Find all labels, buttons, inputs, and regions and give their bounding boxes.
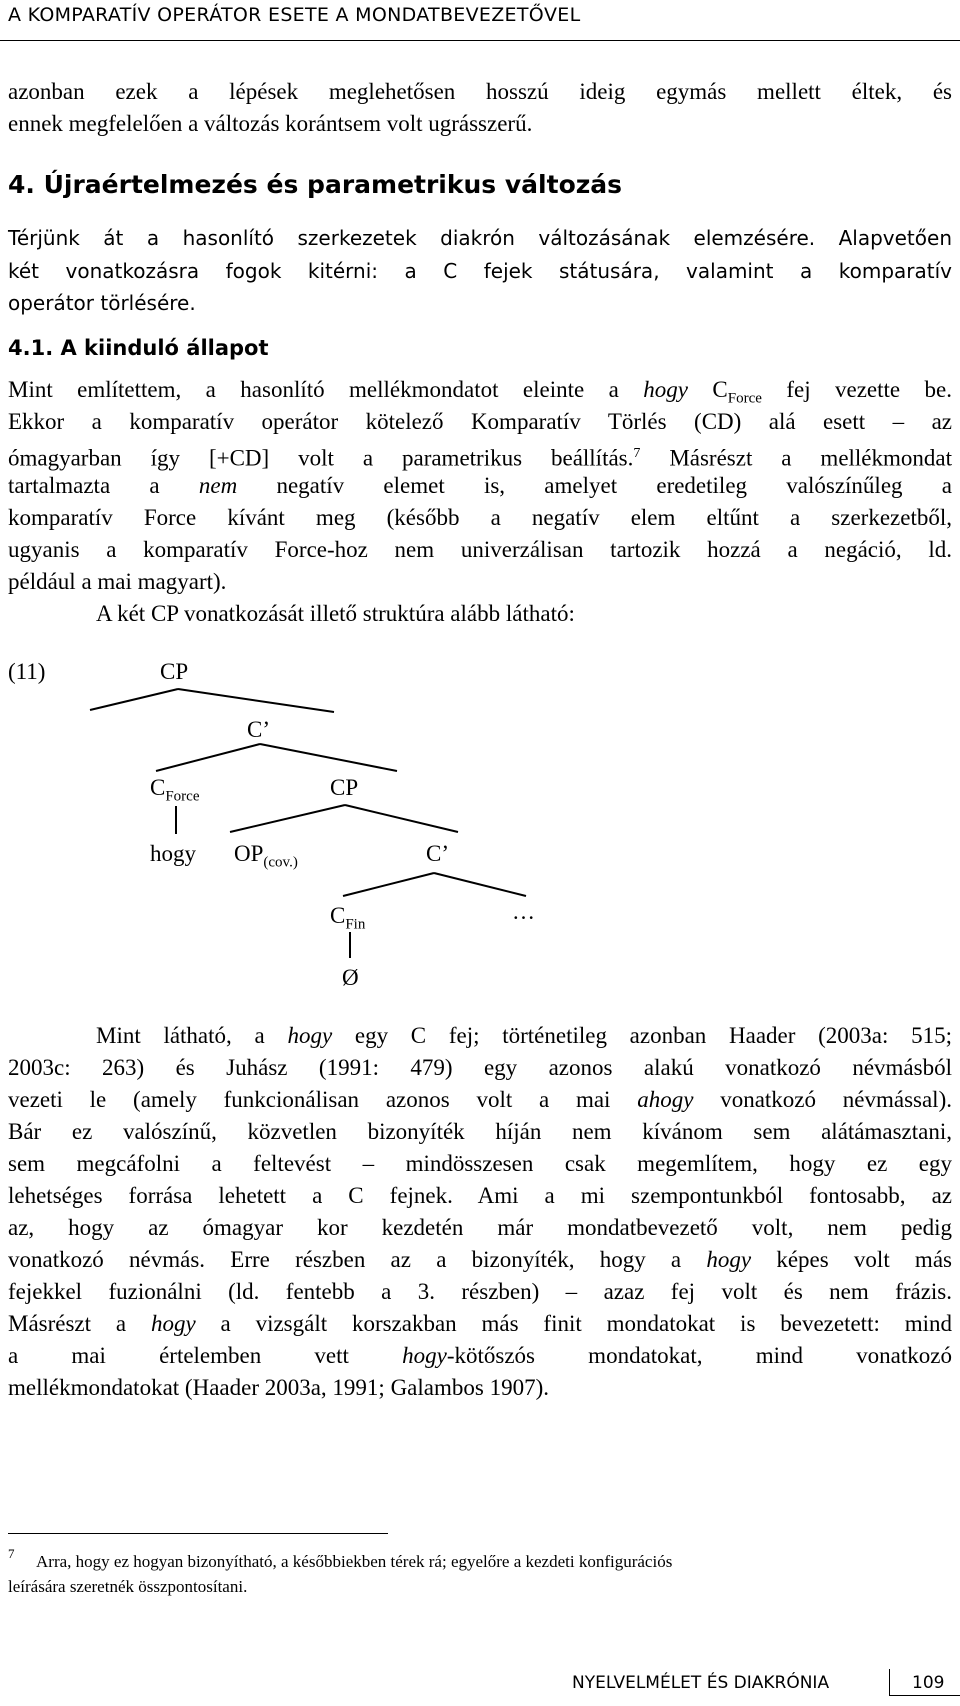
body-line: lehetséges forrása lehetett a C fejnek. Ami a mi szempontunkból fontosabb, az bbox=[8, 1183, 952, 1208]
page-number: 109 bbox=[912, 1673, 945, 1693]
body-line: például a mai magyart). bbox=[8, 569, 227, 594]
running-header: A KOMPARATÍV OPERÁTOR ESETE A MONDATBEVEZETŐVEL bbox=[8, 4, 581, 26]
text: a mai értelemben vett bbox=[8, 1343, 403, 1368]
body-line: 2003c: 263) és Juhász (1991: 479) egy azonos alakú vonatkozó névmásból bbox=[8, 1055, 952, 1080]
tree-node-cbar: C’ bbox=[247, 717, 270, 742]
footnote-line: leírására szeretnék összpontosítani. bbox=[8, 1577, 248, 1596]
subsection-heading: 4.1. A kiinduló állapot bbox=[8, 336, 269, 360]
text: C bbox=[687, 377, 728, 402]
branch-line bbox=[343, 873, 434, 896]
footnote-line: Arra, hogy ez hogyan bizonyítható, a későbbiekben térek rá; egyelőre a kezdeti konfigurációs bbox=[36, 1552, 673, 1571]
tree-node-cp-inner: CP bbox=[330, 775, 359, 800]
branch-line bbox=[156, 744, 260, 771]
tree-leaf-empty: Ø bbox=[342, 965, 359, 990]
body-line: sem megcáfolni a feltevést – mindösszesen csak megemlítem, hogy ez egy bbox=[8, 1151, 952, 1176]
footnote-rule bbox=[8, 1533, 388, 1534]
footnote-number: 7 bbox=[8, 1546, 15, 1561]
branch-line bbox=[230, 805, 345, 832]
footer-separator bbox=[889, 1669, 890, 1695]
text: egy C fej; történetileg azonban Haader (2003a: 515; bbox=[332, 1023, 952, 1048]
body-line: Bár ez valószínű, közvetlen bizonyíték híján nem kívánom sem alátámasztani, bbox=[8, 1119, 952, 1144]
branch-line bbox=[260, 744, 397, 771]
tree-leaf-hogy: hogy bbox=[150, 841, 196, 866]
body-line: Ekkor a komparatív operátor kötelező Komparatív Törlés (CD) alá esett – az bbox=[8, 409, 952, 434]
text: negatív elemet is, amelyet eredetileg valószínűleg a bbox=[237, 473, 952, 498]
body-line: mellékmondatokat (Haader 2003a, 1991; Galambos 1907). bbox=[8, 1375, 549, 1400]
label: C bbox=[150, 775, 166, 800]
text: Mint látható, a bbox=[96, 1023, 288, 1048]
body-line: komparatív Force kívánt meg (később a negatív elem eltűnt a szerkezetből, bbox=[8, 505, 952, 530]
footer-underline bbox=[889, 1695, 960, 1696]
text: Másrészt a mellékmondat bbox=[640, 445, 952, 471]
text: Másrészt a bbox=[8, 1311, 151, 1336]
body-line: operátor törlésére. bbox=[8, 291, 196, 315]
body-line: Térjünk át a hasonlító szerkezetek diakrón változásának elemzésére. Alapvetően bbox=[8, 226, 952, 250]
italic-term: hogy bbox=[150, 1311, 196, 1336]
branch-line bbox=[434, 873, 526, 896]
italic-term: hogy bbox=[706, 1247, 752, 1272]
subscript: Force bbox=[165, 788, 200, 805]
tree-node-cbar-2: C’ bbox=[426, 841, 449, 866]
text: képes volt más bbox=[751, 1247, 952, 1272]
tree-node-cp: CP bbox=[160, 659, 189, 684]
footer-journal-title: NYELVELMÉLET ÉS DIAKRÓNIA bbox=[572, 1673, 830, 1693]
text: Mint említettem, a hasonlító mellékmondatot eleinte a bbox=[8, 377, 644, 402]
body-line bbox=[8, 1308, 952, 1340]
body-line: ennek megfelelően a változás korántsem volt ugrásszerű. bbox=[8, 111, 533, 136]
text: vonatkozó névmással). bbox=[693, 1087, 952, 1112]
subscript: Force bbox=[727, 390, 762, 407]
footnote-ref[interactable]: 7 bbox=[633, 446, 641, 461]
italic-term: hogy bbox=[287, 1023, 333, 1048]
body-line: ugyanis a komparatív Force-hoz nem univerzálisan tartozik hozzá a negáció, ld. bbox=[8, 537, 952, 562]
body-line: fejekkel fuzionálni (ld. fentebb a 3. részben) – azaz fej volt és nem frázis. bbox=[8, 1279, 952, 1304]
text: fej vezette be. bbox=[761, 377, 952, 402]
text: vezeti le (amely funkcionálisan azonos volt a mai bbox=[8, 1087, 638, 1112]
body-line bbox=[8, 1020, 952, 1052]
tree-node-ellipsis: … bbox=[512, 899, 535, 924]
branch-line bbox=[178, 689, 334, 712]
text: tartalmazta a bbox=[8, 473, 199, 498]
section-heading: 4. Újraértelmezés és parametrikus változás bbox=[8, 170, 623, 199]
text: ómagyarban így [+CD] volt a parametrikus beállítás. bbox=[8, 445, 634, 471]
label: C bbox=[330, 903, 346, 928]
italic-term: hogy bbox=[643, 377, 688, 402]
text: -kötőszós mondatokat, mind vonatkozó bbox=[446, 1343, 952, 1368]
body-line: A két CP vonatkozását illető struktúra alább látható: bbox=[96, 601, 575, 626]
italic-term: ahogy bbox=[637, 1087, 694, 1112]
example-number: (11) bbox=[8, 659, 46, 684]
body-line bbox=[8, 1244, 952, 1276]
subscript: (cov.) bbox=[263, 854, 298, 871]
body-line bbox=[8, 1084, 952, 1116]
branch-line bbox=[345, 805, 458, 832]
body-line bbox=[8, 1340, 952, 1372]
subscript: Fin bbox=[345, 916, 366, 933]
body-line: azonban ezek a lépések meglehetősen hosszú ideig egymás mellett éltek, és bbox=[8, 79, 952, 104]
label: OP bbox=[234, 841, 264, 866]
text: a vizsgált korszakban más finit mondatokat is bevezetett: mind bbox=[195, 1311, 952, 1336]
body-line: az, hogy az ómagyar kor kezdetén már mondatbevezető volt, nem pedig bbox=[8, 1215, 952, 1240]
text: vonatkozó névmás. Erre részben az a bizonyíték, hogy a bbox=[8, 1247, 707, 1272]
branch-line bbox=[90, 689, 178, 710]
body-line: két vonatkozásra fogok kitérni: a C fejek státusára, valamint a komparatív bbox=[8, 259, 952, 283]
italic-term: hogy bbox=[402, 1343, 447, 1368]
italic-term: nem bbox=[198, 473, 238, 498]
